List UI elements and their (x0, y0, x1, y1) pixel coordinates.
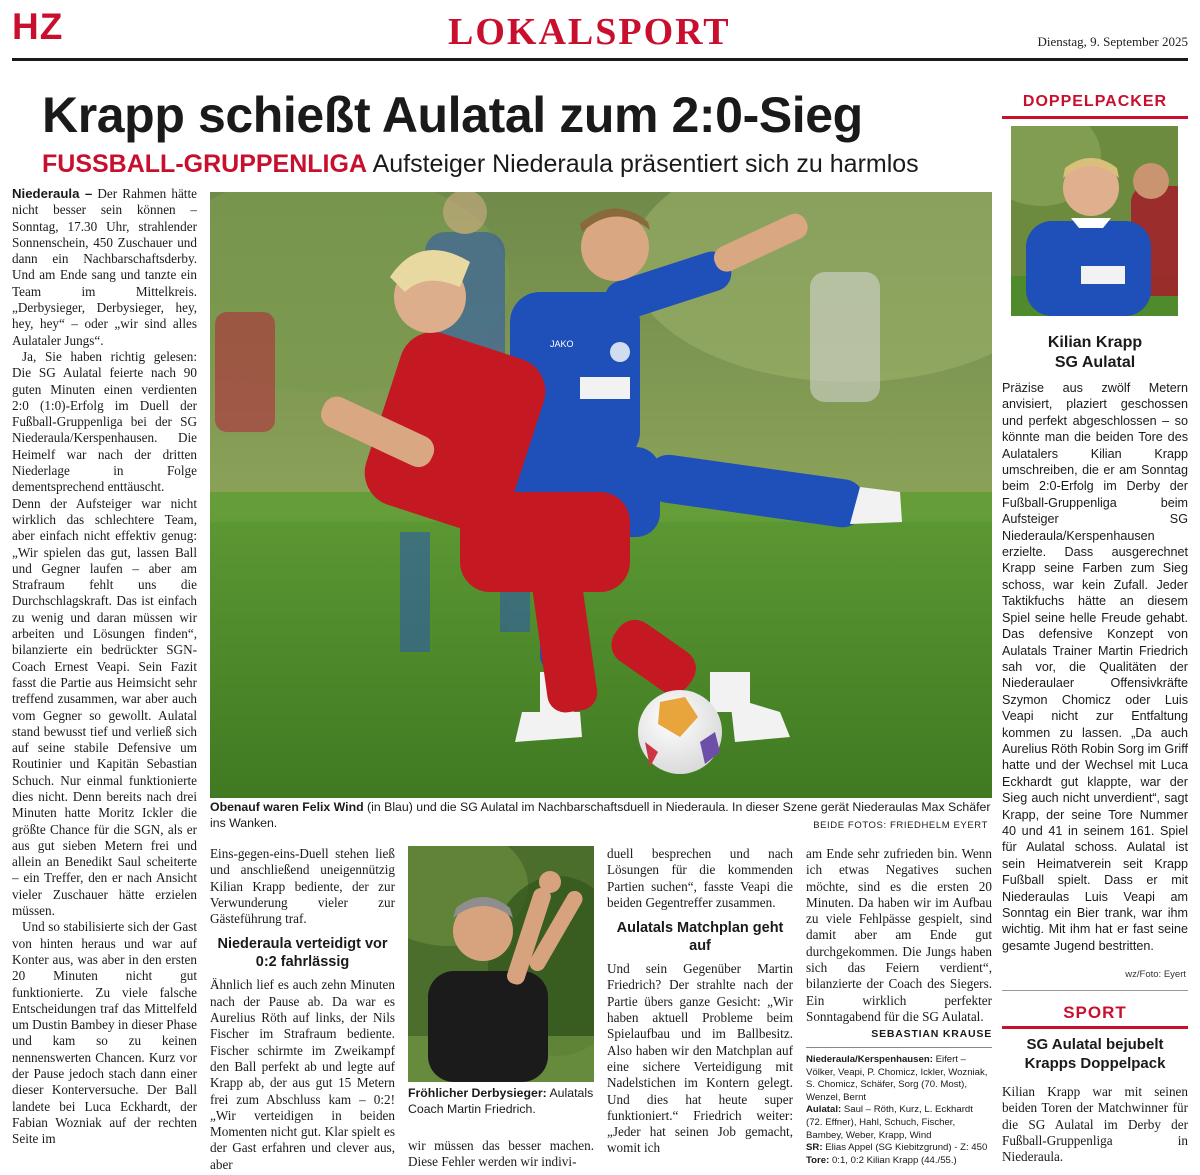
sport-headline[interactable]: SG Aulatal bejubelt Krapps Doppelpack (1024, 1036, 1166, 1072)
sport-teaser: Kilian Krapp war mit seinen beiden Toren der Matchwinner für die SG Aulatal im Derby der Fußball-Gruppenliga in Niederaula. (1002, 1084, 1188, 1165)
headline: Krapp schießt Aulatal zum 2:0-Sieg (42, 87, 863, 143)
sport-label: SPORT (1063, 1003, 1127, 1022)
subheading: Niederaula verteidigt vor 0:2 fahrlässig (217, 936, 388, 971)
caption-lead: Fröhlicher Derbysieger: (408, 1086, 547, 1100)
paragraph: wir müssen das besser machen. Diese Fehler werden wir indivi- (408, 1138, 594, 1170)
lineup-away-label: Aulatal: (806, 1104, 842, 1116)
coach-photo[interactable] (408, 846, 594, 1082)
masthead-rule (12, 58, 1188, 61)
referee: Elias Appel (SG Kiebitzgrund) - Z: 450 (822, 1142, 988, 1154)
ball-icon (638, 690, 722, 774)
article-column-2b-bottom (408, 1138, 594, 1172)
goals: 0:1, 0:2 Kilian Krapp (44./55.) (829, 1154, 957, 1166)
caption-text: Aulatals Coach Martin Friedrich. (408, 1086, 594, 1116)
paragraph: Ähnlich lief es auch zehn Minuten nach der Pause ab. Da war es Aurelius Röth auf links, der Nils Fischer im Strafraum bediente. Fischer schirmte im Zweikampf den Ball perfekt ab und legte auf Krapp ab, der aus gut 15 Metern frei zum Abschluss kam – 0:2! „Wir verteidigen in beiden Momenten nicht gut. Klar spielt es der Gast erfahren und clever aus, aber (210, 977, 395, 1171)
author-byline: SEBASTIAN KRAUSE (871, 1028, 992, 1041)
caption-text: (in Blau) und die SG Aulatal im Nachbarschaftsduell in Niederaula. In dieser Szene gerät Niederaulas Max Schäfer ins Wanken. (210, 800, 991, 830)
doppelpacker-text: Präzise aus zwölf Metern anvisiert, plaziert geschossen und perfekt abgeschlossen – so könnte man die beiden Tore des Aulatalers Kilian Krapp umschreiben, die er am Sonntag beim 2:0-Erfolg im Derby der Fußball-Gruppenliga beim Aufsteiger SG Niederaula/Kerspenhausen erzielte. Dass ausgerechnet Krapp seine Farben zum Sieg schoss, war kein Zufall. Jeder Taktikfuchs hätte an diesem Spiel seine helle Freude gehabt. Das defensive Konzept von Aulatals Trainer Martin Friedrich sah vor, die Qualitäten der Niederaulaer Offensivkräfte Szymon Chomicz oder Luis Veapi nicht zur Entfaltung kommen zu lassen. „Da auch Aurelius Röth Robin Sorg im Griff hatte und der Wechsel mit Luca Eckhardt gut klappte, war der Sieg auch nicht unverdient“, sagt Krapp, der seine Tore Nummer 40 und 41 in seinem 161. Spiel für Aulatal schoss. Aulatal ist sein Heimatverein seit Krapp Fußball spielt. Dass er mit Niederaulas Luis Veapi am Sonntag ein Bier trank, war ihm wichtig. Mit ihm hat er fast seine gesamte Jugend bestritten. (1002, 381, 1188, 953)
doppelpacker-credit: wz/Foto: Eyert (1125, 969, 1186, 980)
subline (42, 150, 919, 179)
doppelpacker-name: Kilian Krapp (1047, 334, 1143, 351)
caption-lead: Obenauf waren Felix Wind (210, 800, 364, 814)
player-portrait-image (1011, 126, 1178, 316)
goals-label: Tore: (806, 1154, 830, 1166)
paragraph: Eins-gegen-eins-Duell stehen ließ und anschließend uneigennützig Kilian Krapp bediente, der zur Verwunderung vieler zur Gästeführung traf. (210, 846, 395, 927)
subheading: Aulatals Matchplan geht auf (616, 920, 784, 955)
lineup-away: Saul – Röth, Kurz, L. Eckhardt (72. Effner), Hahl, Schuch, Fischer, Bambey, Weber, Krapp, Wind (806, 1104, 973, 1141)
article-column-1 (12, 186, 197, 1171)
doppelpacker-photo[interactable] (1011, 126, 1178, 316)
paragraph: duell besprechen und nach Lösungen für die kommenden Partien suchen“, fasste Veapi die beiden Gegentreffer zusammen. (607, 846, 793, 910)
paragraph: Und sein Gegenüber Martin Friedrich? Der strahlte nach der Partie übers ganze Gesicht: „Wir haben aktuell Probleme beim Spielaufbau und im Ballbesitz. Also haben wir den Matchplan auf eine sichere Verteidigung mit Nadelstichen im Kontern gelegt. Und dies hat heute super funktioniert.“ Friedrich weiter: „Jeder hat seinen Job gemacht, womit ich (607, 961, 793, 1156)
jersey-text: JAKO (550, 339, 574, 349)
photo-credit: BEIDE FOTOS: FRIEDHELM EYERT (813, 820, 988, 831)
paragraph: Ja, Sie haben richtig gelesen: Die SG Aulatal feierte nach 90 guten Minuten einen verdienten 2:0 (1:0)-Erfolg im Duell der Fußball-Gruppenliga bei der SG Niederaula/Kerspenhausen. Die Heimelf war nach der dritten Niederlage in Folge dementsprechend enttäuscht. (12, 348, 197, 495)
masthead-logo[interactable]: HZ (12, 6, 64, 47)
coach-photo-caption (408, 1085, 594, 1117)
doppelpacker-rule (1002, 116, 1188, 119)
subline-kicker: FUSSBALL-GRUPPENLIGA (42, 150, 367, 178)
dateline: Niederaula – (12, 186, 93, 201)
subline-text: Aufsteiger Niederaula präsentiert sich zu harmlos (372, 150, 919, 178)
main-photo[interactable] (210, 192, 992, 798)
issue-date: Dienstag, 9. September 2025 (1037, 34, 1188, 49)
paragraph: am Ende sehr zufrieden bin. Wenn ich etwas Negatives suchen möchte, sind es die ersten 20 Minuten. Da haben wir im Aufbau zu viele Fehlpässe gespielt, sind damit aber am Ende gut durchgekommen. Die Jungs haben sich das Feiern verdient“, bilanzierte der Coach des Siegers. Ein wirklich perfekter Sonntagabend für die SG Aulatal. (806, 846, 992, 1024)
sport-rule-top (1002, 990, 1188, 991)
paragraph: Denn der Aufsteiger war nicht wirklich das schlechtere Team, aber einfach nicht effektiv genug: „Wir spielen das gut, lassen Ball und Gegner laufen – aber am Strafraum fehlt uns die Durchschlagskraft. Das ist einfach zu wenig und daran müssen wir arbeiten und Lösungen finden“, bilanzierte ein bedrückter SGN-Coach Ernest Veapi. Sein Fazit fasst die Partie aus Heimsicht sehr treffend zusammen, war aber auch vom Gegner so gewollt. Aulatal stand bewusst tief und verließ sich auf seine stabile Defensive um Routinier und Kapitän Sebastian Schuch. Nur einmal funktionierte dies nicht. Denn bereits nach drei Minuten hatte Moritz Ickler die größte Chance für die SGN, als er aus gut sieben Metern frei und allein an Benedikt Saul scheiterte – ein Treffer, den er nach Ansicht vieler Zuschauer hätte erzielen müssen. (12, 495, 197, 919)
paragraph: Und so stabilisierte sich der Gast von hinten heraus und war auf Konter aus, was aber in den ersten 20 Minuten nicht gut funktionierte. Zu viele falsche Entscheidungen traf das Mittelfeld um Dustin Bambey in dieser Phase und kam so zu keinen nennenswerten Chancen. Kurz vor der Pause jedoch stach dann einer dieser Konterversuche. Der Ball landete bei Luca Eckhardt, der Fabian Wozniak auf der rechten Seite im (12, 919, 197, 1147)
referee-label: SR: (806, 1142, 823, 1154)
article-column-3 (607, 846, 793, 1171)
article-column-4 (806, 846, 992, 1046)
lineup-home: Eifert – Völker, Veapi, P. Chomicz, Ickler, Wozniak, S. Chomicz, Schäfer, Sorg (70. Most), Wenzel, Bernt (806, 1054, 988, 1103)
coach-image (408, 846, 594, 1082)
sport-rule (1002, 1026, 1188, 1029)
soccer-match-image (210, 192, 992, 798)
lineup-rule (806, 1047, 992, 1048)
section-title: LOKALSPORT (448, 11, 731, 53)
article-column-2 (210, 846, 395, 1171)
lineup-box (806, 1054, 992, 1167)
paragraph: Der Rahmen hätte nicht besser sein können – Sonntag, 17.30 Uhr, strahlender Sonnenschein, 450 Zuschauer und dann ein Nachbarschaftsderby. Und am Ende sang und tanzte ein Team im Mittelkreis. „Derbysieger, Derbysieger, hey, hey, hey“ – oder „wir sind alles Aulataler Jungs“. (12, 186, 197, 348)
doppelpacker-team: SG Aulatal (1054, 354, 1136, 371)
doppelpacker-label: DOPPELPACKER (1022, 93, 1168, 110)
lineup-home-label: Niederaula/Kerspenhausen: (806, 1054, 933, 1065)
